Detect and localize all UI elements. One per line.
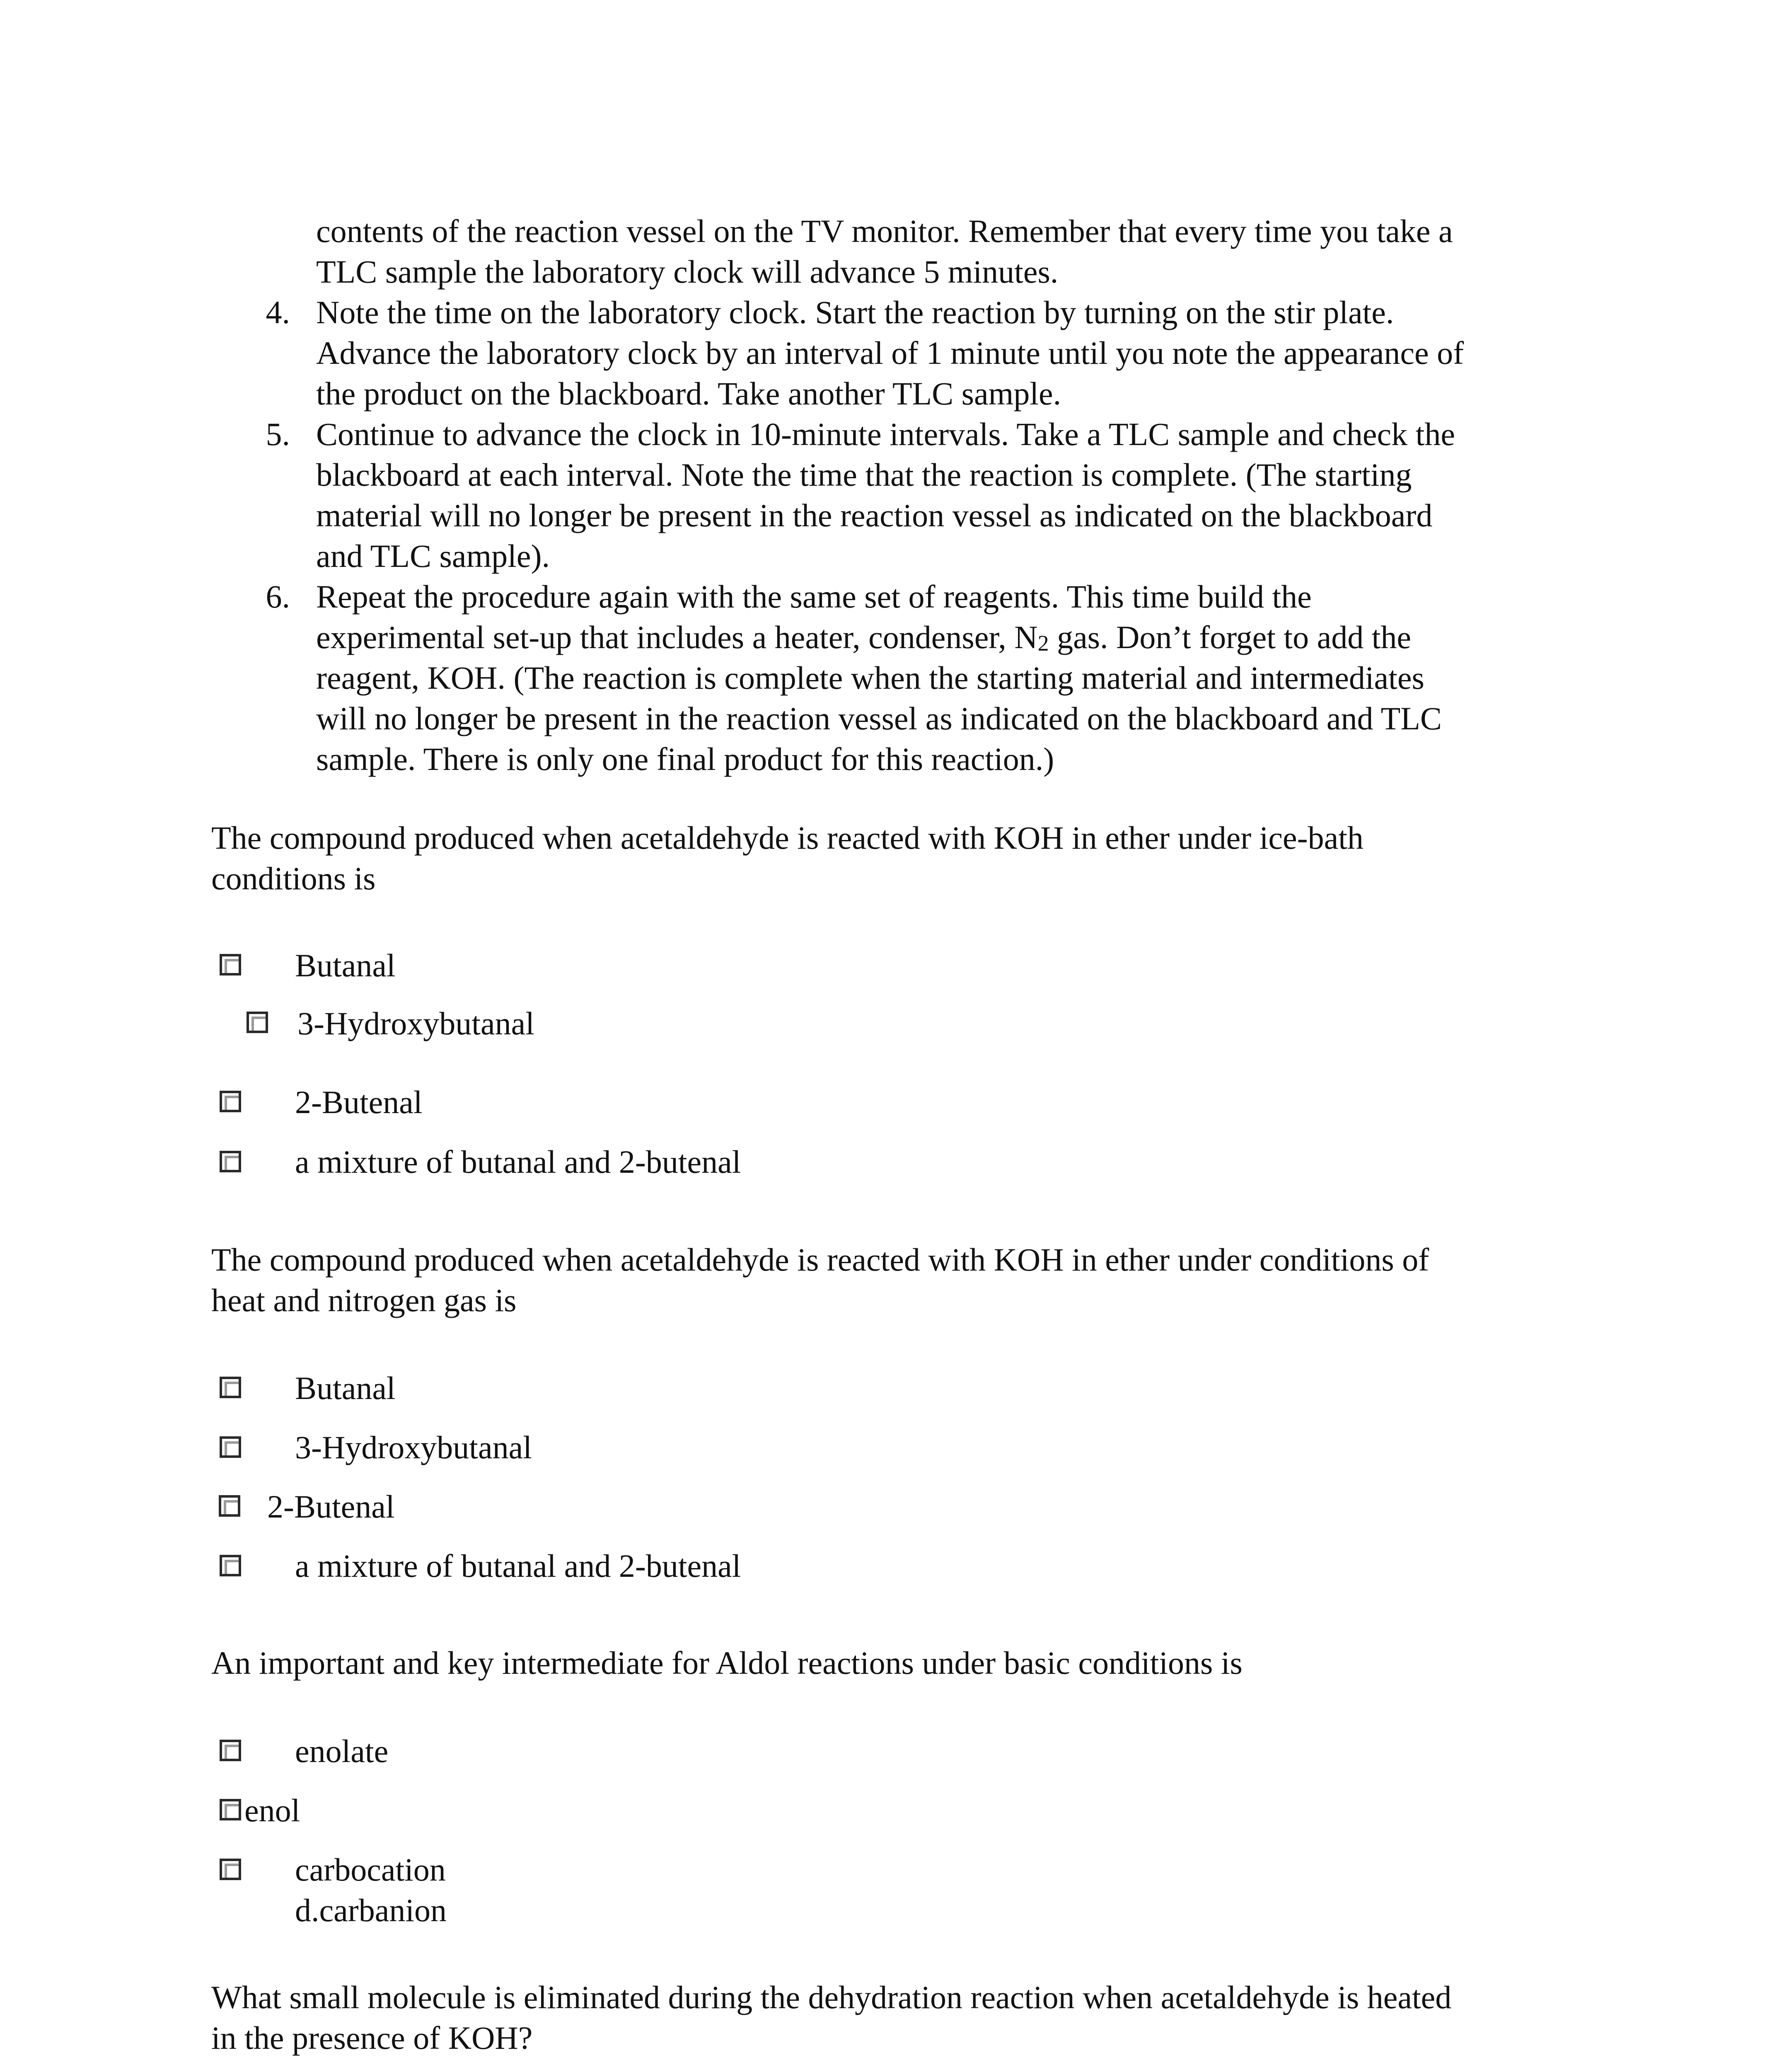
q1-option-label: Butanal — [295, 947, 396, 983]
intro-line: TLC sample the laboratory clock will advance 5 minutes. — [316, 254, 1059, 290]
intro-line: contents of the reaction vessel on the TV monitor. Remember that every time you take a — [316, 213, 1453, 249]
q2-option-label: Butanal — [295, 1370, 396, 1406]
q1-option-checkbox[interactable] — [220, 1151, 241, 1172]
subscript-2: 2 — [1037, 631, 1049, 656]
question-4-text: in the presence of KOH? — [211, 2020, 533, 2056]
q2-option-checkbox[interactable] — [220, 1377, 241, 1398]
step-text: gas. Don’t forget to add the — [1049, 619, 1412, 655]
q2-option-label: a mixture of butanal and 2-butenal — [295, 1548, 741, 1584]
step-line: sample. There is only one final product for this reaction.) — [316, 741, 1054, 777]
question-1-text: The compound produced when acetaldehyde is reacted with KOH in ether under ice-bath — [211, 820, 1364, 856]
q1-option-checkbox[interactable] — [220, 1091, 241, 1112]
step-text: experimental set-up that includes a heater, condenser, N — [316, 619, 1038, 655]
q1-option-label: 2-Butenal — [295, 1084, 423, 1120]
q3-option-label: enolate — [295, 1733, 389, 1769]
q1-option-label: 3-Hydroxybutanal — [297, 1005, 534, 1041]
q2-option-label: 2-Butenal — [267, 1489, 395, 1525]
q2-option-checkbox[interactable] — [220, 1555, 241, 1576]
step-line: blackboard at each interval. Note the time that the reaction is complete. (The starting — [316, 457, 1412, 493]
q3-option-label: enol — [244, 1792, 300, 1828]
step-line — [316, 617, 1411, 658]
step-number: 6. — [266, 579, 290, 615]
question-2-text: The compound produced when acetaldehyde is reacted with KOH in ether under conditions of — [211, 1242, 1429, 1278]
step-line: Continue to advance the clock in 10-minute intervals. Take a TLC sample and check the — [316, 416, 1455, 452]
step-line: Repeat the procedure again with the same set of reagents. This time build the — [316, 579, 1312, 615]
step-line: and TLC sample). — [316, 538, 550, 574]
step-line: material will no longer be present in the reaction vessel as indicated on the blackboard — [316, 497, 1433, 533]
step-line: Note the time on the laboratory clock. Start the reaction by turning on the stir plate. — [316, 294, 1394, 330]
q2-option-label: 3-Hydroxybutanal — [295, 1429, 532, 1465]
question-3-text: An important and key intermediate for Aldol reactions under basic conditions is — [211, 1645, 1243, 1681]
q1-option-label: a mixture of butanal and 2-butenal — [295, 1144, 741, 1180]
q3-option-label: carbocation — [295, 1852, 446, 1888]
q3-option-checkbox[interactable] — [220, 1799, 241, 1820]
question-4-text: What small molecule is eliminated during the dehydration reaction when acetaldehyde is heated — [211, 1979, 1452, 2015]
q1-option-checkbox[interactable] — [220, 954, 241, 975]
q1-option-checkbox[interactable] — [247, 1012, 268, 1033]
step-line: Advance the laboratory clock by an interval of 1 minute until you note the appearance of — [316, 335, 1464, 371]
step-number: 5. — [266, 416, 290, 452]
step-number: 4. — [266, 294, 290, 330]
step-line: will no longer be present in the reaction vessel as indicated on the blackboard and TLC — [316, 700, 1442, 736]
question-1-text: conditions is — [211, 860, 376, 896]
q3-option-checkbox[interactable] — [220, 1740, 241, 1761]
q2-option-checkbox[interactable] — [220, 1436, 241, 1458]
q3-option-label: d.carbanion — [295, 1892, 447, 1928]
step-line: the product on the blackboard. Take another TLC sample. — [316, 375, 1061, 411]
q3-option-checkbox[interactable] — [220, 1859, 241, 1880]
step-line: reagent, KOH. (The reaction is complete when the starting material and intermediates — [316, 660, 1424, 696]
question-2-text: heat and nitrogen gas is — [211, 1282, 517, 1318]
q2-option-checkbox[interactable] — [219, 1495, 240, 1517]
